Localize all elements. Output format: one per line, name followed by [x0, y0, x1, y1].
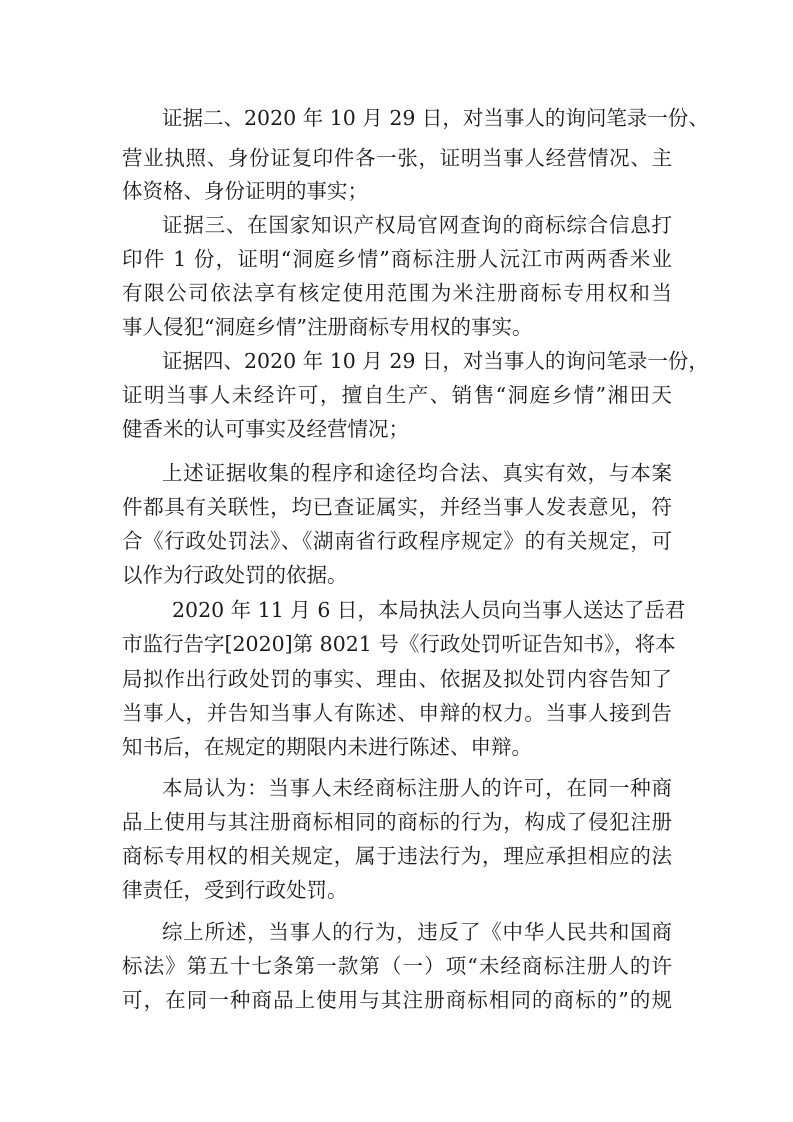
text-line: 合《行政处罚法》、《湖南省行政程序规定》的有关规定，可 — [122, 529, 672, 553]
text-line: 证据三、在国家知识产权局官网查询的商标综合信息打 — [162, 213, 672, 237]
text-line: 体资格、身份证明的事实； — [122, 179, 368, 203]
text-line: 当事人，并告知当事人有陈述、申辩的权力。当事人接到告 — [122, 701, 672, 725]
text-line: 有限公司依法享有核定使用范围为米注册商标专用权和当 — [122, 281, 672, 305]
text-line: 事人侵犯“洞庭乡情”注册商标专用权的事实。 — [122, 315, 533, 339]
text-line: 综上所述，当事人的行为，违反了《中华人民共和国商 — [162, 920, 672, 944]
text-line: 上述证据收集的程序和途径均合法、真实有效，与本案 — [162, 461, 672, 485]
text-line: 商标专用权的相关规定，属于违法行为，理应承担相应的法 — [122, 844, 672, 868]
text-line: 健香米的认可事实及经营情况； — [122, 417, 409, 441]
text-line: 营业执照、身份证复印件各一张，证明当事人经营情况、主 — [122, 146, 672, 170]
text-line: 品上使用与其注册商标相同的商标的行为，构成了侵犯注册 — [122, 810, 672, 834]
text-line: 局拟作出行政处罚的事实、理由、依据及拟处罚内容告知了 — [122, 667, 672, 691]
text-line: 本局认为：当事人未经商标注册人的许可，在同一种商 — [162, 776, 672, 800]
text-line: 件都具有关联性，均已查证属实，并经当事人发表意见，符 — [122, 495, 672, 519]
text-line: 律责任，受到行政处罚。 — [122, 878, 348, 902]
text-line: 证明当事人未经许可，擅自生产、销售“洞庭乡情”湘田天 — [122, 383, 672, 407]
text-line: 2020 年 11 月 6 日，本局执法人员向当事人送达了岳君 — [172, 598, 686, 622]
text-line: 证据二、2020 年 10 月 29 日，对当事人的询问笔录一份、 — [162, 106, 709, 130]
text-line: 证据四、2020 年 10 月 29 日，对当事人的询问笔录一份， — [162, 349, 709, 373]
text-line: 知书后，在规定的期限内未进行陈述、申辩。 — [122, 735, 532, 759]
text-line: 市监行告字[2020]第 8021 号《行政处罚听证告知书》，将本 — [122, 632, 676, 656]
text-line: 印件 1 份，证明“洞庭乡情”商标注册人沅江市两两香米业 — [122, 247, 672, 271]
text-line: 标法》第五十七条第一款第（一）项“未经商标注册人的许 — [122, 954, 672, 978]
text-line: 以作为行政处罚的依据。 — [122, 563, 348, 587]
text-line: 可，在同一种商品上使用与其注册商标相同的商标的”的规 — [122, 988, 672, 1012]
